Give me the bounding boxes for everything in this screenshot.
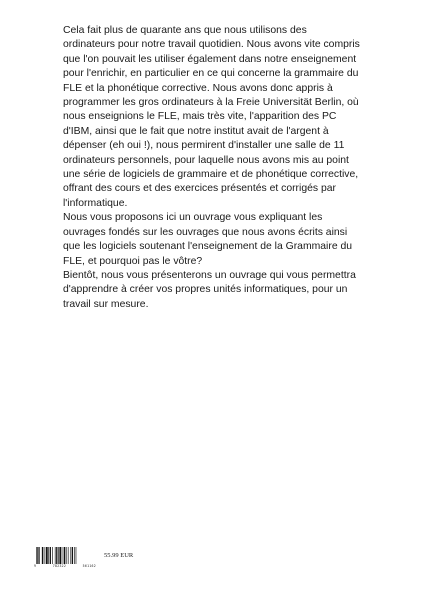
isbn-digit-group-2: 782322 [52, 564, 67, 568]
barcode-bar [63, 547, 64, 564]
isbn-digits [34, 564, 96, 568]
barcode-bar [72, 547, 73, 564]
barcode-bar [39, 547, 40, 564]
barcode-bar [50, 547, 51, 564]
barcode-bar [74, 547, 75, 564]
barcode-block [34, 547, 234, 573]
blurb-paragraph-2: Nous vous proposons ici un ouvrage vous expliquant les ouvrages fondés sur les ouvrages que nous avons écrits ainsi que les logiciels soutenant l'enseignement de la Grammaire du FLE, et pourquoi pas le vôtre? [63, 212, 353, 267]
barcode-bar [42, 547, 43, 564]
barcode-bar [64, 547, 65, 564]
isbn-digit-group-1: 9 [34, 564, 37, 568]
barcode-bar [36, 547, 37, 564]
barcode-bar [59, 547, 61, 564]
isbn-digit-group-3: 561162 [82, 564, 96, 568]
barcode-bar [44, 547, 45, 564]
barcode-bar [56, 547, 57, 564]
barcode-bar [37, 547, 38, 564]
barcode-bar [68, 547, 69, 564]
blurb-paragraph-1: Cela fait plus de quarante ans que nous utilisons des ordinateurs pour notre travail quotidien. Nous avons vite compris que l'on pouvait les utiliser également dans notre enseignement pour l'enrichir, en particulier en ce qui concerne la grammaire du FLE et la phonétique corrective. Nous avons donc appris à programmer les gros ordinateurs à la Freie Universität Berlin, où nous enseignions le FLE, mais très vite, l'apparition des PC d'IBM, ainsi que le fait que notre institut avait de l'argent à dépenser (eh oui !), nous permirent d'installer une salle de 11 ordinateurs personnels, pour laquelle nous avons mis au point une série de logiciels de grammaire et de phonétique corrective, offrant des cours et des exercices présentés et corrigés par l'informatique. [63, 25, 360, 209]
barcode-bar [58, 547, 59, 564]
price-label: 55.99 EUR [104, 552, 134, 559]
barcode-bar [55, 547, 56, 564]
blurb-paragraph-3: Bientôt, nous vous présenterons un ouvrage qui vous permettra d'apprendre à créer vos propres unités informatiques, pour un travail sur mesure. [63, 269, 356, 310]
barcode-bar [46, 547, 48, 564]
barcode-bar [70, 547, 71, 564]
blurb-text [63, 24, 361, 312]
barcode-bar [52, 547, 53, 564]
barcode-bar [48, 547, 49, 564]
barcode-bar [66, 547, 67, 564]
barcode-bar [76, 547, 77, 564]
